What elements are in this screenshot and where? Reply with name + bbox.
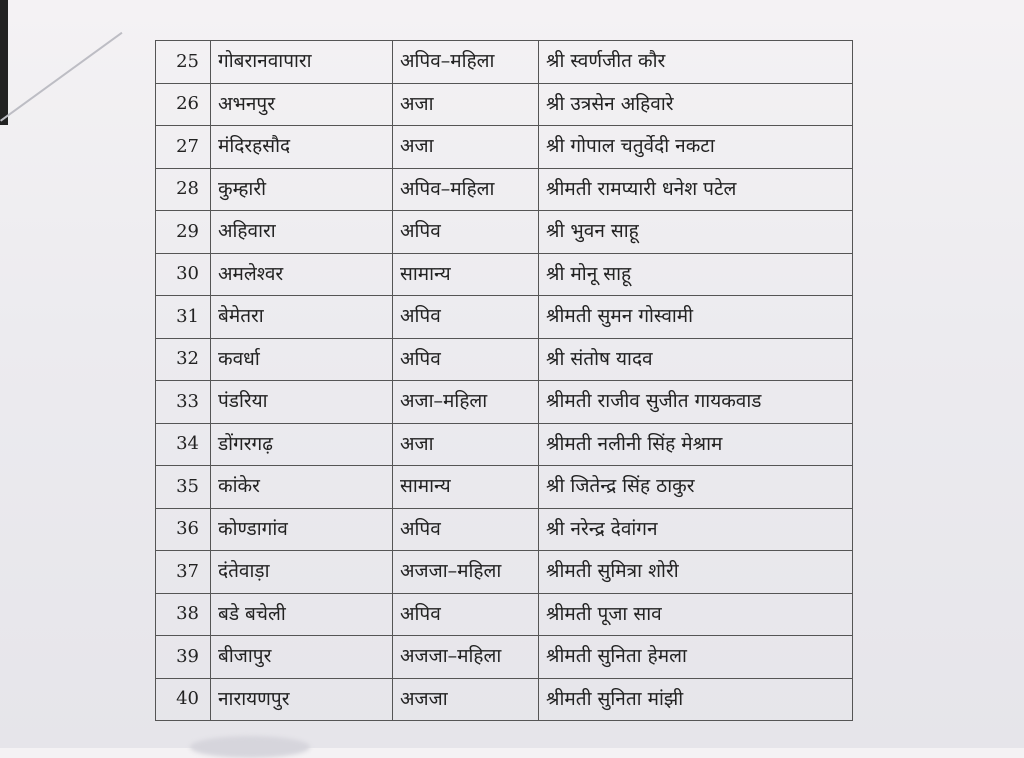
serial-number-cell: 34	[156, 423, 211, 466]
person-name-cell: श्री जितेन्द्र सिंह ठाकुर	[539, 466, 853, 509]
serial-number-cell: 26	[156, 83, 211, 126]
serial-number-cell: 37	[156, 551, 211, 594]
place-name-cell: अभनपुर	[211, 83, 393, 126]
reservation-category-cell: अजजा–महिला	[393, 551, 539, 594]
reservation-category-cell: सामान्य	[393, 466, 539, 509]
person-name-cell: श्री भुवन साहू	[539, 211, 853, 254]
serial-number-cell: 29	[156, 211, 211, 254]
serial-number-cell: 25	[156, 41, 211, 84]
person-name-cell: श्रीमती सुमन गोस्वामी	[539, 296, 853, 339]
table-row	[156, 211, 853, 254]
person-name-cell: श्रीमती राजीव सुजीत गायकवाड	[539, 381, 853, 424]
table-row	[156, 41, 853, 84]
table-body	[156, 41, 853, 721]
place-name-cell: कवर्धा	[211, 338, 393, 381]
table-row	[156, 593, 853, 636]
table-row	[156, 423, 853, 466]
place-name-cell: कुम्हारी	[211, 168, 393, 211]
table-row	[156, 636, 853, 679]
reservation-category-cell: अपिव	[393, 211, 539, 254]
place-name-cell: दंतेवाड़ा	[211, 551, 393, 594]
place-name-cell: बेमेतरा	[211, 296, 393, 339]
reservation-category-cell: अजजा–महिला	[393, 636, 539, 679]
serial-number-cell: 28	[156, 168, 211, 211]
bottom-shadow	[190, 736, 310, 758]
person-name-cell: श्री स्वर्णजीत कौर	[539, 41, 853, 84]
table-row	[156, 466, 853, 509]
place-name-cell: बडे बचेली	[211, 593, 393, 636]
person-name-cell: श्री नरेन्द्र देवांगन	[539, 508, 853, 551]
place-name-cell: अमलेश्वर	[211, 253, 393, 296]
serial-number-cell: 32	[156, 338, 211, 381]
reservation-category-cell: अपिव	[393, 593, 539, 636]
table-row	[156, 296, 853, 339]
table-row	[156, 83, 853, 126]
serial-number-cell: 40	[156, 678, 211, 721]
document-table-wrapper	[155, 40, 852, 721]
person-name-cell: श्रीमती सुमित्रा शोरी	[539, 551, 853, 594]
place-name-cell: कोण्डागांव	[211, 508, 393, 551]
person-name-cell: श्रीमती रामप्यारी धनेश पटेल	[539, 168, 853, 211]
table-row	[156, 168, 853, 211]
reservation-category-cell: अपिव	[393, 508, 539, 551]
table-row	[156, 551, 853, 594]
reservation-category-cell: अजा	[393, 126, 539, 169]
reservation-category-cell: अजा	[393, 423, 539, 466]
place-name-cell: मंदिरहसौद	[211, 126, 393, 169]
reservation-category-cell: अपिव	[393, 296, 539, 339]
place-name-cell: बीजापुर	[211, 636, 393, 679]
table-row	[156, 126, 853, 169]
person-name-cell: श्रीमती पूजा साव	[539, 593, 853, 636]
serial-number-cell: 33	[156, 381, 211, 424]
serial-number-cell: 27	[156, 126, 211, 169]
page-corner-shadow	[0, 0, 8, 125]
place-name-cell: गोबरानवापारा	[211, 41, 393, 84]
person-name-cell: श्री संतोष यादव	[539, 338, 853, 381]
person-name-cell: श्रीमती नलीनी सिंह मेश्राम	[539, 423, 853, 466]
place-name-cell: कांकेर	[211, 466, 393, 509]
table-row	[156, 338, 853, 381]
serial-number-cell: 38	[156, 593, 211, 636]
reservation-category-cell: अपिव–महिला	[393, 168, 539, 211]
place-name-cell: पंडरिया	[211, 381, 393, 424]
table-row	[156, 253, 853, 296]
serial-number-cell: 36	[156, 508, 211, 551]
serial-number-cell: 31	[156, 296, 211, 339]
place-name-cell: डोंगरगढ़	[211, 423, 393, 466]
person-name-cell: श्रीमती सुनिता हेमला	[539, 636, 853, 679]
reservation-category-cell: अजा	[393, 83, 539, 126]
serial-number-cell: 35	[156, 466, 211, 509]
table-row	[156, 381, 853, 424]
reservation-table	[155, 40, 853, 721]
place-name-cell: अहिवारा	[211, 211, 393, 254]
reservation-category-cell: अजजा	[393, 678, 539, 721]
reservation-category-cell: अजा–महिला	[393, 381, 539, 424]
page-fold-line	[0, 32, 123, 122]
place-name-cell: नारायणपुर	[211, 678, 393, 721]
table-row	[156, 508, 853, 551]
table-row	[156, 678, 853, 721]
serial-number-cell: 39	[156, 636, 211, 679]
reservation-category-cell: सामान्य	[393, 253, 539, 296]
person-name-cell: श्री गोपाल चतुर्वेदी नकटा	[539, 126, 853, 169]
person-name-cell: श्री उत्रसेन अहिवारे	[539, 83, 853, 126]
person-name-cell: श्री मोनू साहू	[539, 253, 853, 296]
person-name-cell: श्रीमती सुनिता मांझी	[539, 678, 853, 721]
reservation-category-cell: अपिव	[393, 338, 539, 381]
serial-number-cell: 30	[156, 253, 211, 296]
reservation-category-cell: अपिव–महिला	[393, 41, 539, 84]
